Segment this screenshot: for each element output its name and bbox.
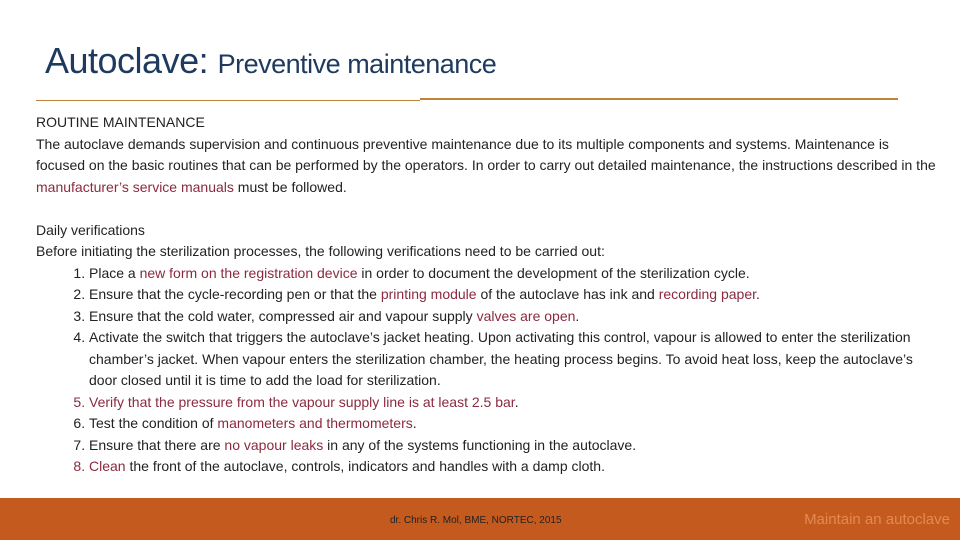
footer-bar bbox=[0, 498, 960, 540]
list-item: 4. Activate the switch that triggers the autoclave’s jacket heating. Upon activating this control, vapour is allowed to enter the sterilization chamber’s jacket. When vapour enters the sterilization chamber, the heating process begins. To avoid heat loss, keep the autoclave’s door closed until it is time to add the load for sterilization. bbox=[89, 327, 936, 392]
title-underline-left bbox=[36, 100, 420, 101]
routine-heading: ROUTINE MAINTENANCE bbox=[36, 114, 205, 130]
list-item: 7. Ensure that there are no vapour leaks in any of the systems functioning in the autoclave. bbox=[89, 435, 936, 457]
list-item: 1. Place a new form on the registration device in order to document the development of the sterilization cycle. bbox=[89, 263, 936, 285]
list-item: 6. Test the condition of manometers and thermometers. bbox=[89, 413, 936, 435]
daily-intro: Before initiating the sterilization processes, the following verifications need to be carried out: bbox=[36, 243, 605, 259]
title-underline-right bbox=[420, 98, 898, 100]
list-item: 3. Ensure that the cold water, compressed air and vapour supply valves are open. bbox=[89, 306, 936, 328]
service-manuals-highlight: manufacturer’s service manuals bbox=[36, 178, 234, 195]
routine-text-end: must be followed. bbox=[233, 178, 347, 195]
routine-text: The autoclave demands supervision and continuous preventive maintenance due to its multiple components and systems. Maintenance is focused on the basic routines that can be performed by the operators. In order to carry out detailed maintenance, the instructions described in the bbox=[36, 135, 936, 173]
title-sub: Preventive maintenance bbox=[217, 49, 497, 79]
title-main: Autoclave: bbox=[45, 40, 209, 81]
list-item: 2. Ensure that the cycle-recording pen or that the printing module of the autoclave has ink and recording paper. bbox=[89, 284, 936, 306]
list-item: 8. Clean the front of the autoclave, controls, indicators and handles with a damp cloth. bbox=[89, 456, 936, 478]
slide-title bbox=[45, 40, 496, 82]
daily-heading: Daily verifications bbox=[36, 221, 145, 238]
footer-section-title: Maintain an autoclave bbox=[804, 511, 950, 528]
verification-list bbox=[36, 263, 936, 478]
list-item: 5. Verify that the pressure from the vapour supply line is at least 2.5 bar. bbox=[89, 392, 936, 414]
slide-content bbox=[36, 112, 936, 478]
routine-paragraph bbox=[36, 134, 936, 199]
footer-credit: dr. Chris R. Mol, BME, NORTEC, 2015 bbox=[390, 515, 562, 526]
